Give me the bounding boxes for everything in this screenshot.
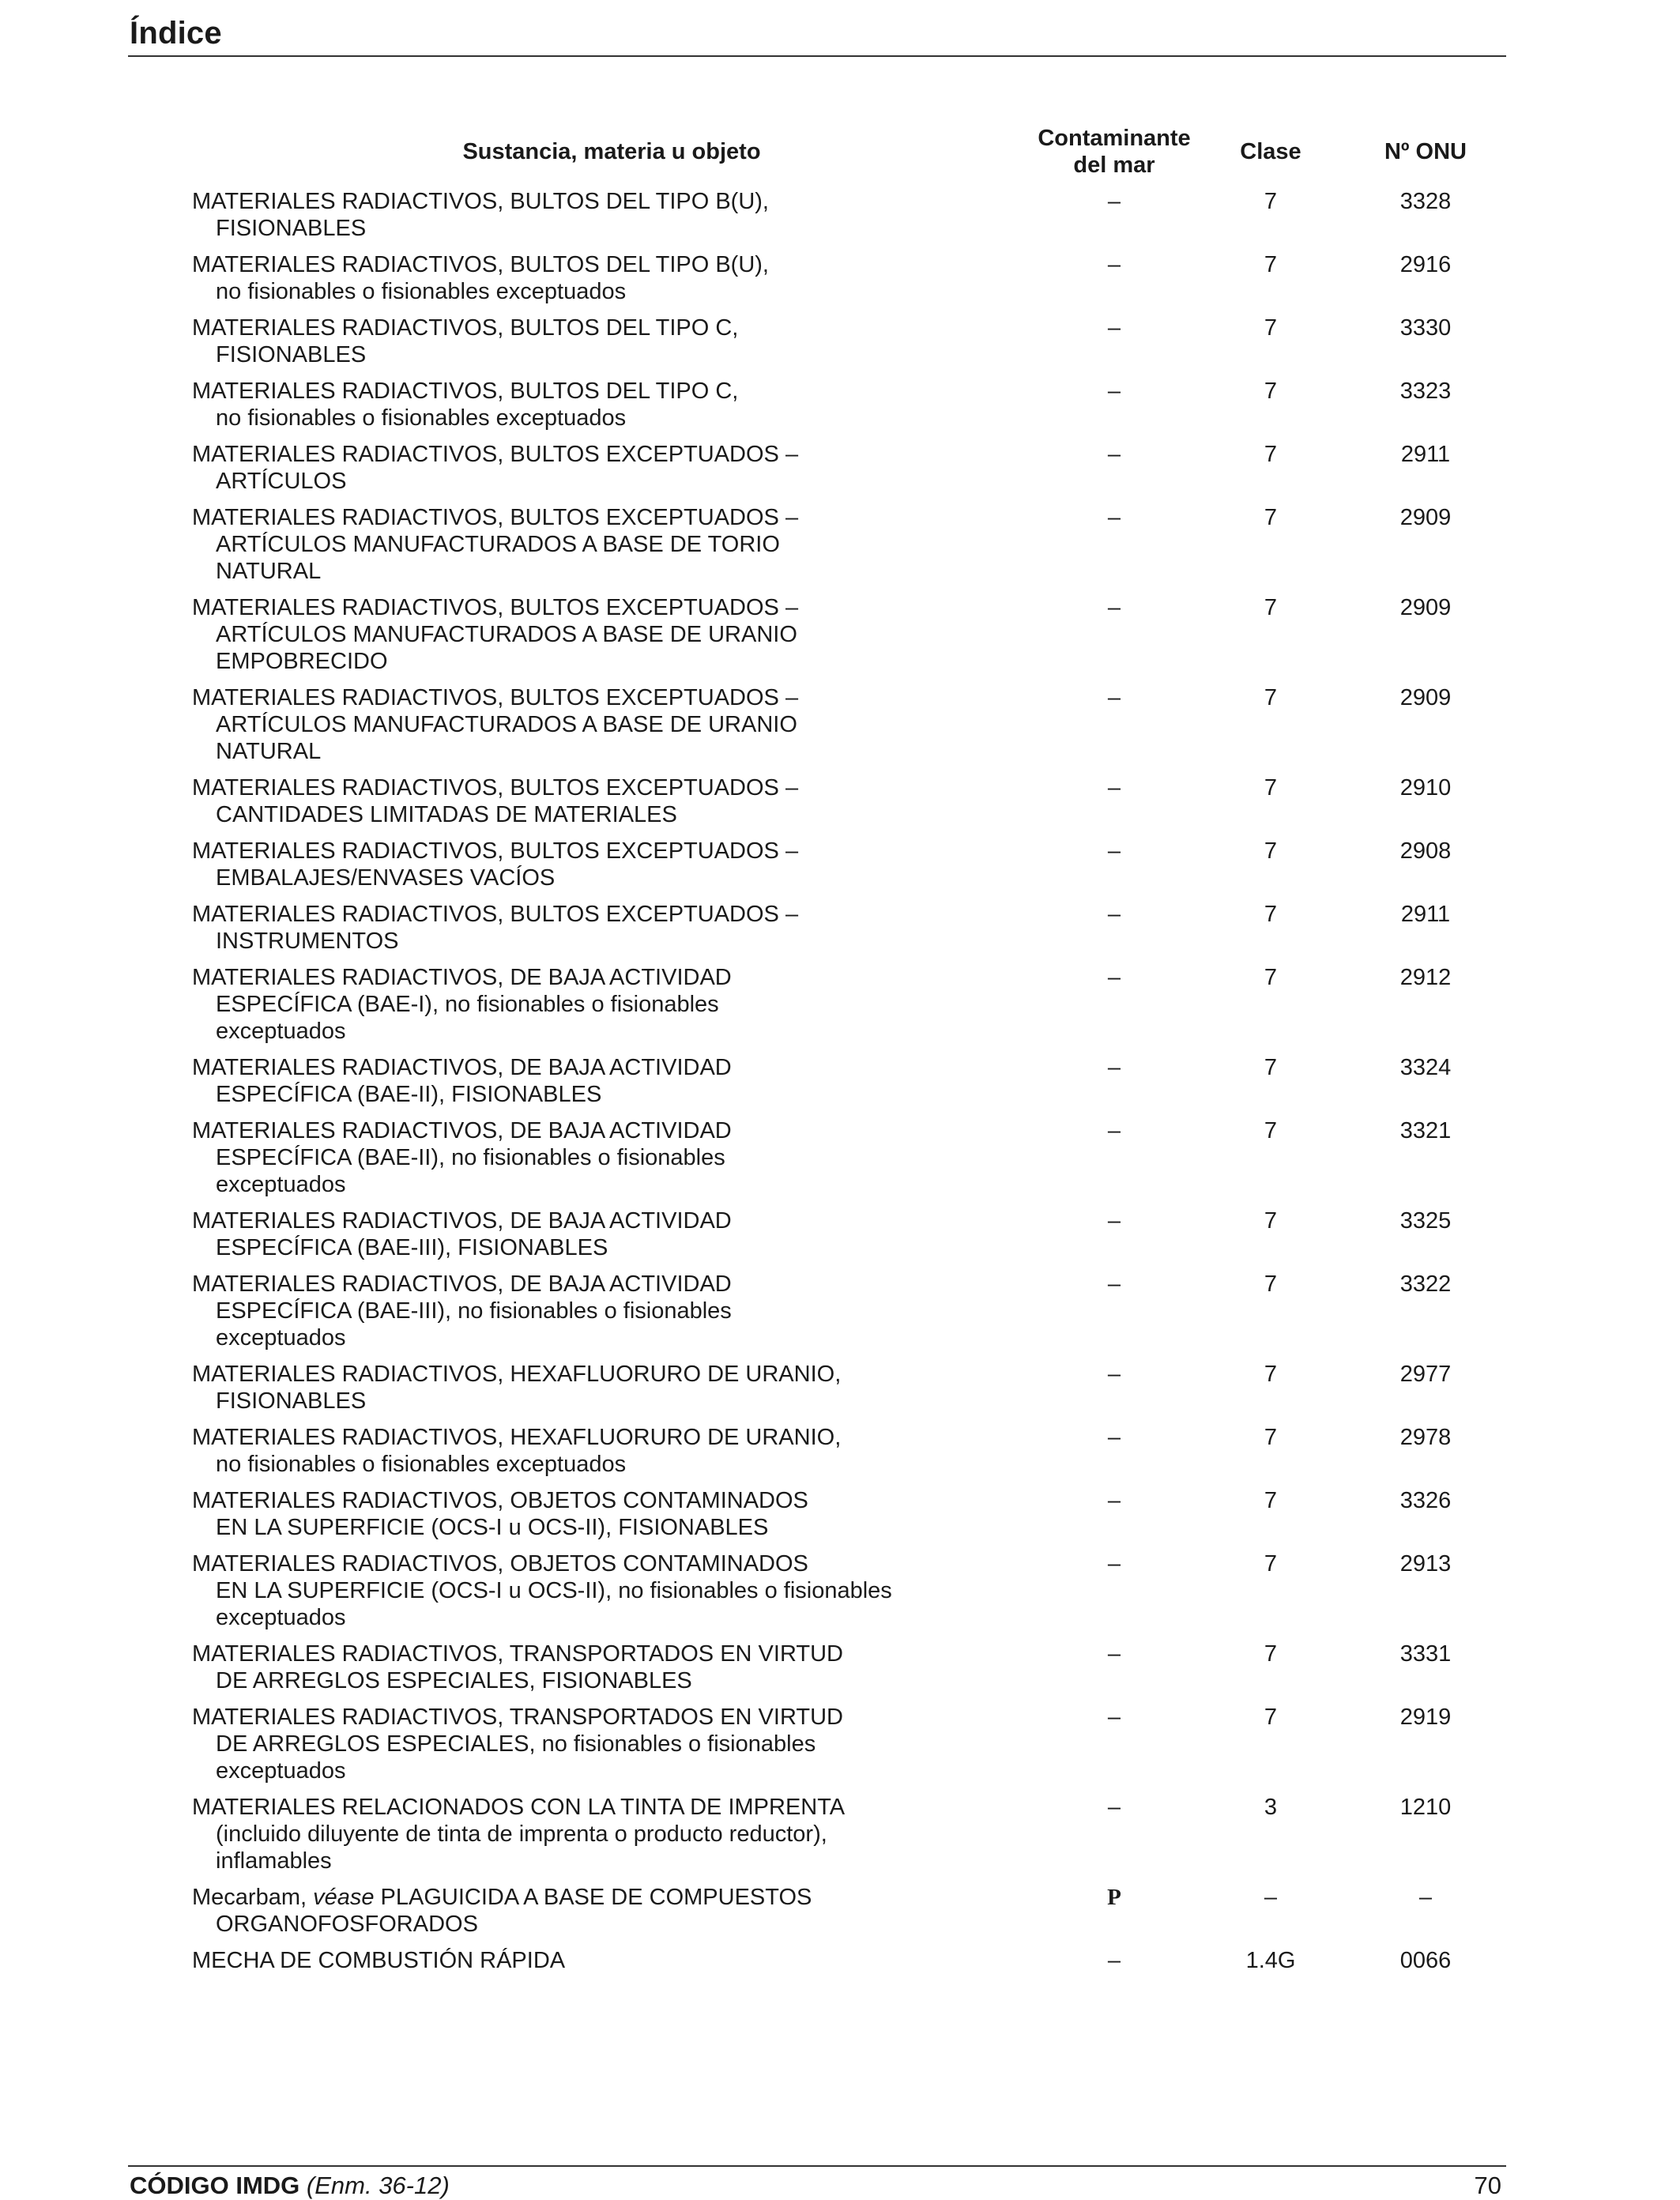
- substance-cell: [192, 1794, 982, 1874]
- substance-line: MATERIALES RADIACTIVOS, BULTOS DEL TIPO C,: [192, 379, 739, 404]
- un-number-cell: 2916: [1399, 252, 1452, 277]
- un-number-cell: 2909: [1399, 685, 1452, 710]
- substance-line: ARTÍCULOS: [216, 469, 347, 494]
- substance-line: exceptuados: [216, 1019, 346, 1044]
- table-row: [0, 901, 1680, 955]
- substance-line: no fisionables o fisionables exceptuados: [216, 1452, 627, 1477]
- substance-line: NATURAL: [216, 559, 322, 584]
- substance-cell: [192, 1641, 982, 1694]
- marine-pollutant-cell: –: [1107, 379, 1121, 404]
- un-number-cell: 3326: [1399, 1488, 1452, 1513]
- class-cell: 7: [1264, 1362, 1278, 1387]
- un-number-cell: 3324: [1399, 1055, 1452, 1080]
- substance-line: exceptuados: [216, 1172, 346, 1197]
- un-number-cell: 3331: [1399, 1641, 1452, 1667]
- substance-line: EN LA SUPERFICIE (OCS-I u OCS-II), FISIONABLES: [216, 1515, 769, 1540]
- class-cell: 7: [1264, 838, 1278, 864]
- substance-line: (incluido diluyente de tinta de imprenta o producto reductor),: [216, 1821, 827, 1847]
- un-number-cell: 1210: [1399, 1795, 1452, 1820]
- substance-line: MATERIALES RADIACTIVOS, OBJETOS CONTAMINADOS: [192, 1488, 808, 1513]
- marine-pollutant-cell: –: [1107, 1551, 1121, 1577]
- substance-line: MATERIALES RADIACTIVOS, BULTOS EXCEPTUADOS –: [192, 505, 799, 530]
- substance-line: MATERIALES RADIACTIVOS, BULTOS EXCEPTUADOS –: [192, 838, 799, 864]
- footer-publication: [130, 2172, 450, 2200]
- substance-line: MATERIALES RADIACTIVOS, BULTOS DEL TIPO B(U),: [192, 189, 769, 214]
- substance-line: [192, 1884, 982, 1911]
- substance-line: MATERIALES RADIACTIVOS, HEXAFLUORURO DE URANIO,: [192, 1425, 842, 1450]
- page-number: 70: [1474, 2172, 1501, 2199]
- marine-pollutant-cell: –: [1107, 1118, 1121, 1143]
- substance-line: MATERIALES RADIACTIVOS, DE BAJA ACTIVIDAD: [192, 1271, 732, 1297]
- marine-pollutant-cell: –: [1107, 1705, 1121, 1730]
- substance-line: EN LA SUPERFICIE (OCS-I u OCS-II), no fisionables o fisionables: [216, 1578, 892, 1603]
- marine-pollutant-cell: –: [1107, 315, 1121, 341]
- substance-cell: [192, 774, 982, 828]
- footer-amendment: (Enm. 36-12): [306, 2172, 450, 2199]
- substance-line: NATURAL: [216, 739, 322, 764]
- marine-pollutant-cell: –: [1107, 1271, 1121, 1297]
- table-row: [0, 1361, 1680, 1415]
- substance-cell: [192, 838, 982, 891]
- substance-line: MATERIALES RADIACTIVOS, BULTOS EXCEPTUADOS –: [192, 442, 799, 467]
- substance-cell: [192, 1550, 982, 1631]
- substance-cell: [192, 315, 982, 368]
- footer-code: CÓDIGO IMDG: [130, 2172, 300, 2199]
- substance-cell: [192, 1054, 982, 1108]
- substance-cell: [192, 504, 982, 585]
- class-cell: 7: [1264, 252, 1278, 277]
- class-cell: 7: [1264, 902, 1278, 927]
- marine-pollutant-cell: –: [1107, 1208, 1121, 1234]
- class-cell: 7: [1264, 1705, 1278, 1730]
- substance-line: ORGANOFOSFORADOS: [216, 1912, 478, 1937]
- class-cell: 7: [1264, 1118, 1278, 1143]
- substance-line: MATERIALES RADIACTIVOS, BULTOS EXCEPTUADOS –: [192, 685, 799, 710]
- marine-pollutant-cell: –: [1107, 505, 1121, 530]
- class-cell: 7: [1264, 1055, 1278, 1080]
- substance-line: DE ARREGLOS ESPECIALES, FISIONABLES: [216, 1668, 692, 1693]
- marine-pollutant-cell: –: [1107, 775, 1121, 801]
- table-row: [0, 594, 1680, 675]
- substance-cell: [192, 1884, 982, 1938]
- substance-cell: [192, 251, 982, 305]
- un-number-cell: 2909: [1399, 505, 1452, 530]
- substance-line: EMBALAJES/ENVASES VACÍOS: [216, 865, 556, 891]
- substance-line: ARTÍCULOS MANUFACTURADOS A BASE DE URANIO: [216, 622, 797, 647]
- class-cell: 7: [1264, 1551, 1278, 1577]
- substance-cell: [192, 441, 982, 495]
- un-number-cell: 2911: [1400, 902, 1451, 927]
- marine-pollutant-cell: –: [1107, 1488, 1121, 1513]
- substance-line: MATERIALES RADIACTIVOS, BULTOS EXCEPTUADOS –: [192, 775, 799, 801]
- table-row: [0, 441, 1680, 495]
- un-number-cell: 3330: [1399, 315, 1452, 341]
- class-cell: 7: [1264, 1488, 1278, 1513]
- column-header-substance: Sustancia, materia u objeto: [462, 139, 761, 164]
- substance-line: INSTRUMENTOS: [216, 929, 399, 954]
- substance-line: ESPECÍFICA (BAE-II), no fisionables o fisionables: [216, 1145, 725, 1170]
- table-row: [0, 964, 1680, 1045]
- page-title: Índice: [130, 16, 222, 51]
- substance-line: MATERIALES RELACIONADOS CON LA TINTA DE IMPRENTA: [192, 1795, 846, 1820]
- substance-line: MATERIALES RADIACTIVOS, TRANSPORTADOS EN VIRTUD: [192, 1641, 843, 1667]
- table-row: [0, 1884, 1680, 1938]
- table-row: [0, 1550, 1680, 1631]
- marine-pollutant-cell: –: [1107, 1425, 1121, 1450]
- table-row: [0, 378, 1680, 431]
- substance-line: CANTIDADES LIMITADAS DE MATERIALES: [216, 802, 677, 827]
- substance-line: ESPECÍFICA (BAE-I), no fisionables o fisionables: [216, 992, 719, 1017]
- class-cell: 7: [1264, 315, 1278, 341]
- un-number-cell: 2919: [1399, 1705, 1452, 1730]
- class-cell: 7: [1264, 379, 1278, 404]
- table-row: [0, 251, 1680, 305]
- substance-cell: [192, 1487, 982, 1541]
- substance-line: FISIONABLES: [216, 216, 367, 241]
- substance-cell: [192, 594, 982, 675]
- page-header: [128, 14, 1506, 57]
- table-row: [0, 1794, 1680, 1874]
- marine-pollutant-cell: –: [1107, 595, 1121, 620]
- substance-line: FISIONABLES: [216, 342, 367, 367]
- substance-cell: [192, 1704, 982, 1784]
- un-number-cell: 3322: [1399, 1271, 1452, 1297]
- substance-line: DE ARREGLOS ESPECIALES, no fisionables o fisionables: [216, 1731, 816, 1757]
- substance-cell: [192, 901, 982, 955]
- marine-pollutant-cell: –: [1107, 1948, 1121, 1973]
- table-row: [0, 1704, 1680, 1784]
- column-headers: [0, 125, 1680, 180]
- un-number-cell: 2977: [1399, 1362, 1452, 1387]
- substance-line: exceptuados: [216, 1325, 346, 1351]
- un-number-cell: 2908: [1399, 838, 1452, 864]
- marine-pollutant-cell: –: [1107, 1641, 1121, 1667]
- substance-cell: [192, 684, 982, 765]
- marine-pollutant-cell: –: [1107, 902, 1121, 927]
- un-number-cell: 3323: [1399, 379, 1452, 404]
- substance-line: exceptuados: [216, 1605, 346, 1630]
- un-number-cell: 2913: [1399, 1551, 1452, 1577]
- class-cell: 7: [1264, 1641, 1278, 1667]
- substance-line: FISIONABLES: [216, 1388, 367, 1414]
- column-header-marine-line2: del mar: [1073, 153, 1155, 178]
- column-header-class: Clase: [1240, 139, 1301, 164]
- marine-pollutant-cell: –: [1107, 685, 1121, 710]
- table-row: [0, 684, 1680, 765]
- table-row: [0, 774, 1680, 828]
- table-row: [0, 838, 1680, 891]
- class-cell: 3: [1264, 1795, 1278, 1820]
- substance-line: no fisionables o fisionables exceptuados: [216, 279, 627, 304]
- substance-cell: [192, 1361, 982, 1415]
- reference-target: PLAGUICIDA A BASE DE COMPUESTOS: [374, 1885, 812, 1910]
- substance-cell: [192, 964, 982, 1045]
- substance-line: MATERIALES RADIACTIVOS, BULTOS EXCEPTUADOS –: [192, 595, 799, 620]
- marine-pollutant-cell: –: [1107, 1055, 1121, 1080]
- class-cell: 7: [1264, 595, 1278, 620]
- marine-pollutant-cell: –: [1107, 252, 1121, 277]
- un-number-cell: 0066: [1399, 1948, 1452, 1973]
- marine-pollutant-cell: –: [1107, 1795, 1121, 1820]
- substance-name: Mecarbam,: [192, 1885, 314, 1910]
- un-number-cell: 2912: [1399, 965, 1452, 990]
- substance-line: MATERIALES RADIACTIVOS, HEXAFLUORURO DE URANIO,: [192, 1362, 842, 1387]
- substance-cell: [192, 378, 982, 431]
- substance-cell: [192, 1207, 982, 1261]
- substance-cell: [192, 1947, 982, 1974]
- table-row: [0, 1054, 1680, 1108]
- marine-pollutant-cell: –: [1107, 838, 1121, 864]
- substance-cell: [192, 1424, 982, 1478]
- class-cell: –: [1264, 1885, 1278, 1910]
- substance-line: ARTÍCULOS MANUFACTURADOS A BASE DE URANIO: [216, 712, 797, 737]
- see-reference: véase: [313, 1885, 375, 1910]
- class-cell: 7: [1264, 1425, 1278, 1450]
- page-footer: [128, 2165, 1506, 2199]
- class-cell: 7: [1264, 775, 1278, 801]
- column-header-un-number: Nº ONU: [1384, 139, 1467, 164]
- substance-line: inflamables: [216, 1848, 332, 1874]
- marine-pollutant-cell: –: [1107, 442, 1121, 467]
- substance-cell: [192, 1117, 982, 1198]
- substance-line: no fisionables o fisionables exceptuados: [216, 405, 627, 431]
- class-cell: 7: [1264, 1271, 1278, 1297]
- un-number-cell: 2909: [1399, 595, 1452, 620]
- substance-line: MATERIALES RADIACTIVOS, DE BAJA ACTIVIDAD: [192, 1208, 732, 1234]
- substance-line: MATERIALES RADIACTIVOS, DE BAJA ACTIVIDAD: [192, 965, 732, 990]
- class-cell: 7: [1264, 442, 1278, 467]
- substance-line: MATERIALES RADIACTIVOS, DE BAJA ACTIVIDAD: [192, 1118, 732, 1143]
- substance-line: MATERIALES RADIACTIVOS, BULTOS DEL TIPO B(U),: [192, 252, 769, 277]
- substance-line: MATERIALES RADIACTIVOS, DE BAJA ACTIVIDAD: [192, 1055, 732, 1080]
- table-row: [0, 1271, 1680, 1351]
- un-number-cell: 2978: [1399, 1425, 1452, 1450]
- marine-pollutant-cell: –: [1107, 1362, 1121, 1387]
- marine-pollutant-cell: P: [1107, 1885, 1121, 1910]
- substance-line: ESPECÍFICA (BAE-III), FISIONABLES: [216, 1235, 608, 1260]
- substance-line: EMPOBRECIDO: [216, 649, 388, 674]
- substance-line: MECHA DE COMBUSTIÓN RÁPIDA: [192, 1948, 566, 1973]
- substance-cell: [192, 188, 982, 242]
- table-row: [0, 1487, 1680, 1541]
- table-row: [0, 188, 1680, 242]
- class-cell: 7: [1264, 505, 1278, 530]
- index-table: [0, 188, 1680, 1983]
- class-cell: 7: [1264, 685, 1278, 710]
- table-row: [0, 315, 1680, 368]
- un-number-cell: 2911: [1400, 442, 1451, 467]
- table-row: [0, 1947, 1680, 1974]
- table-row: [0, 1641, 1680, 1694]
- un-number-cell: 3328: [1399, 189, 1452, 214]
- substance-line: MATERIALES RADIACTIVOS, BULTOS EXCEPTUADOS –: [192, 902, 799, 927]
- class-cell: 7: [1264, 1208, 1278, 1234]
- substance-line: ESPECÍFICA (BAE-III), no fisionables o fisionables: [216, 1298, 732, 1324]
- substance-cell: [192, 1271, 982, 1351]
- table-row: [0, 504, 1680, 585]
- marine-pollutant-cell: –: [1107, 189, 1121, 214]
- substance-line: ARTÍCULOS MANUFACTURADOS A BASE DE TORIO: [216, 532, 780, 557]
- un-number-cell: –: [1418, 1885, 1433, 1910]
- substance-line: MATERIALES RADIACTIVOS, BULTOS DEL TIPO C,: [192, 315, 739, 341]
- substance-line: MATERIALES RADIACTIVOS, OBJETOS CONTAMINADOS: [192, 1551, 808, 1577]
- un-number-cell: 3321: [1399, 1118, 1452, 1143]
- un-number-cell: 2910: [1399, 775, 1452, 801]
- marine-pollutant-cell: –: [1107, 965, 1121, 990]
- substance-line: exceptuados: [216, 1758, 346, 1784]
- class-cell: 7: [1264, 965, 1278, 990]
- table-row: [0, 1117, 1680, 1198]
- class-cell: 7: [1264, 189, 1278, 214]
- substance-line: ESPECÍFICA (BAE-II), FISIONABLES: [216, 1082, 602, 1107]
- column-header-marine-line1: Contaminante: [1038, 126, 1191, 151]
- class-cell: 1.4G: [1245, 1948, 1296, 1973]
- table-row: [0, 1207, 1680, 1261]
- table-row: [0, 1424, 1680, 1478]
- un-number-cell: 3325: [1399, 1208, 1452, 1234]
- substance-line: MATERIALES RADIACTIVOS, TRANSPORTADOS EN VIRTUD: [192, 1705, 843, 1730]
